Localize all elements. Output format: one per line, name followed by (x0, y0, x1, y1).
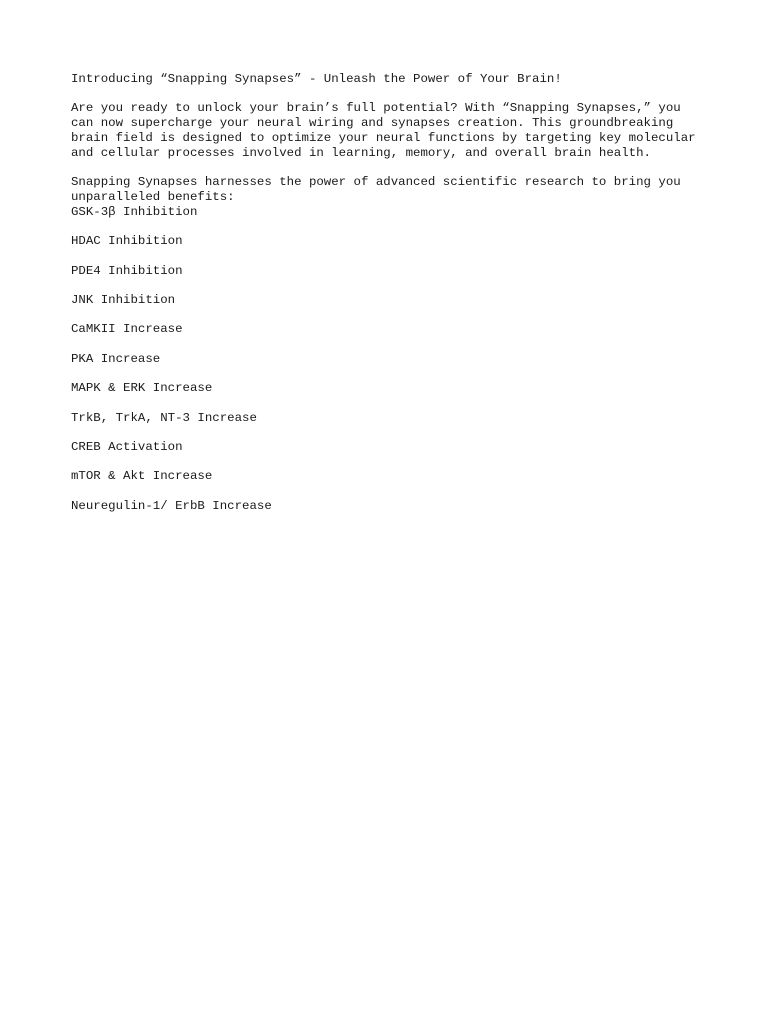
intro-paragraph: Are you ready to unlock your brain’s full potential? With “Snapping Synapses,” you can now supercharge your neural wiring and synapses creation. This groundbreaking brain field is designed to optimize your neural functions by targeting key molecular and cellular processes involved in learning, memory, and overall brain health. (71, 101, 704, 160)
benefit-item: HDAC Inhibition (71, 234, 183, 249)
document-title: Introducing “Snapping Synapses” - Unleash the Power of Your Brain! (71, 72, 562, 86)
benefit-item: GSK-3β Inhibition (71, 204, 198, 219)
benefit-item: TrkB, TrkA, NT-3 Increase (71, 410, 257, 425)
benefit-item: PKA Increase (71, 351, 161, 366)
benefit-item: Neuregulin-1/ ErbB Increase (71, 498, 272, 513)
benefit-item: CaMKII Increase (71, 322, 183, 337)
benefit-list (71, 205, 701, 514)
benefit-item: PDE4 Inhibition (71, 263, 183, 278)
benefit-item: mTOR & Akt Increase (71, 469, 213, 484)
benefit-item: JNK Inhibition (71, 292, 176, 307)
benefits-intro: Snapping Synapses harnesses the power of advanced scientific research to bring you unparalleled benefits: (71, 175, 689, 204)
benefit-item: CREB Activation (71, 439, 183, 454)
benefit-item: MAPK & ERK Increase (71, 381, 213, 396)
document-page (71, 72, 704, 528)
